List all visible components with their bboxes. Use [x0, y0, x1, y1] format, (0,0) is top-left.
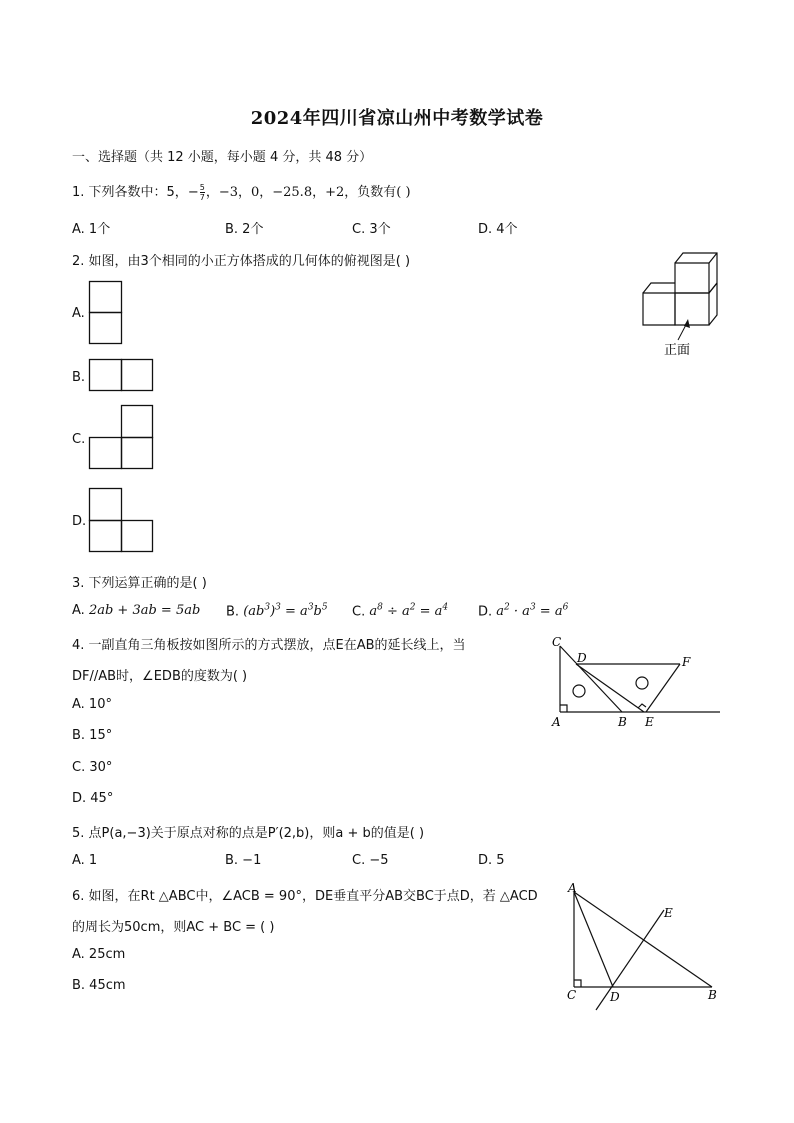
- q3-d-e2: 3: [529, 603, 536, 613]
- q3-b-base: (ab: [243, 604, 265, 620]
- q2-option-c-figure[interactable]: [88, 404, 156, 472]
- q4-label-e: E: [645, 715, 654, 729]
- q1-frac-sign: −: [187, 185, 199, 200]
- q4-option-c[interactable]: C. 30°: [72, 760, 113, 775]
- q3-c-op: ÷ a: [382, 604, 410, 620]
- q2-option-d[interactable]: D.: [72, 514, 87, 529]
- q3-c-e3: 4: [442, 603, 449, 613]
- q3-d-eq: = a: [535, 604, 563, 620]
- q4-option-d[interactable]: D. 45°: [72, 791, 114, 806]
- q6-label-a: A: [568, 881, 577, 895]
- q2-option-b[interactable]: B.: [72, 370, 86, 385]
- q3-option-b[interactable]: [226, 603, 328, 619]
- q3-b-outer-exp: 3: [275, 603, 281, 613]
- q4-label-f: F: [682, 655, 691, 669]
- q2-cube-figure: [636, 248, 728, 364]
- q6-label-c: C: [567, 988, 577, 1002]
- q3-option-d-label: D.: [478, 604, 497, 620]
- section-heading: 一、选择题（共 12 小题，每小题 4 分，共 48 分）: [72, 150, 373, 165]
- q3-c-a1: a: [369, 604, 378, 620]
- q6-label-b: B: [708, 988, 717, 1002]
- q6-label-e: E: [664, 906, 673, 920]
- q6-option-b[interactable]: B. 45cm: [72, 978, 126, 993]
- q5-option-a[interactable]: A. 1: [72, 853, 98, 868]
- q4-label-b: B: [618, 715, 627, 729]
- q3-option-b-label: B.: [226, 604, 244, 620]
- q3-option-c-label: C.: [352, 604, 370, 620]
- q1-option-c[interactable]: C. 3个: [352, 222, 391, 237]
- q3-option-d[interactable]: [478, 603, 568, 619]
- q6-label-d: D: [610, 990, 620, 1004]
- q3-b-eq: = a: [280, 604, 308, 620]
- q4-option-a[interactable]: A. 10°: [72, 697, 112, 712]
- q3-option-a-label: A.: [72, 603, 89, 618]
- q1-rest: ，−3，0，−25.8，+2，负数有( ): [205, 185, 411, 200]
- q4-option-b[interactable]: B. 15°: [72, 728, 113, 743]
- front-label: 正面: [664, 343, 691, 358]
- q5-option-d[interactable]: D. 5: [478, 853, 505, 868]
- q3-c-eq: = a: [415, 604, 443, 620]
- question-5: 5. 点P(a,−3)关于原点对称的点是P′(2,b)，则a + b的值是( ): [72, 826, 425, 841]
- q3-option-c[interactable]: [352, 603, 448, 619]
- question-6-line-2: 的周长为50cm，则AC + BC = ( ): [72, 920, 275, 935]
- q2-option-b-figure[interactable]: [88, 358, 156, 394]
- q3-option-a-expr: 2ab + 3ab = 5ab: [88, 603, 201, 618]
- q2-option-a-figure[interactable]: [88, 280, 124, 346]
- question-4-line-1: 4. 一副直角三角板按如图所示的方式摆放，点E在AB的延长线上，当: [72, 638, 466, 653]
- question-3: 3. 下列运算正确的是( ): [72, 576, 207, 591]
- q3-d-e3: 6: [562, 603, 569, 613]
- question-4-line-2: DF//AB时，∠EDB的度数为( ): [72, 669, 248, 684]
- question-6-line-1: 6. 如图，在Rt △ABC中，∠ACB = 90°，DE垂直平分AB交BC于点D，若 △ACD: [72, 889, 538, 904]
- q3-option-a[interactable]: [72, 603, 200, 618]
- q1-prefix: 1. 下列各数中：5，: [72, 185, 188, 200]
- q4-triangle-figure: [546, 632, 726, 734]
- q4-label-d: D: [577, 651, 587, 665]
- q2-option-d-figure[interactable]: [88, 487, 156, 555]
- q2-option-c[interactable]: C.: [72, 432, 86, 447]
- q2-option-a[interactable]: A.: [72, 306, 85, 321]
- question-2: 2. 如图，由3个相同的小正方体搭成的几何体的俯视图是( ): [72, 254, 411, 269]
- q1-frac-den: 7: [199, 193, 205, 202]
- q3-b-e1: 3: [307, 603, 314, 613]
- paper-title: 2024年四川省凉山州中考数学试卷: [250, 108, 544, 129]
- q4-label-c: C: [552, 635, 562, 649]
- q1-option-d[interactable]: D. 4个: [478, 222, 518, 237]
- q5-option-b[interactable]: B. −1: [225, 853, 262, 868]
- q5-option-c[interactable]: C. −5: [352, 853, 389, 868]
- question-1: [72, 181, 411, 202]
- q6-triangle-figure: [560, 880, 730, 1014]
- q3-b-b: b: [313, 604, 322, 620]
- q3-c-e1: 8: [377, 603, 383, 613]
- q1-option-b[interactable]: B. 2个: [225, 222, 264, 237]
- q3-c-e2: 2: [409, 603, 416, 613]
- q3-b-e2: 5: [321, 603, 328, 613]
- q3-b-close: ): [270, 604, 276, 620]
- q3-b-inner-exp: 3: [264, 603, 271, 613]
- q3-d-e1: 2: [504, 603, 510, 613]
- q1-option-a[interactable]: A. 1个: [72, 222, 111, 237]
- q1-fraction: [200, 183, 205, 202]
- q6-option-a[interactable]: A. 25cm: [72, 947, 126, 962]
- q3-d-op: · a: [509, 604, 530, 620]
- q3-d-a1: a: [496, 604, 505, 620]
- q4-label-a: A: [552, 715, 561, 729]
- q1-frac-num: 5: [199, 183, 205, 192]
